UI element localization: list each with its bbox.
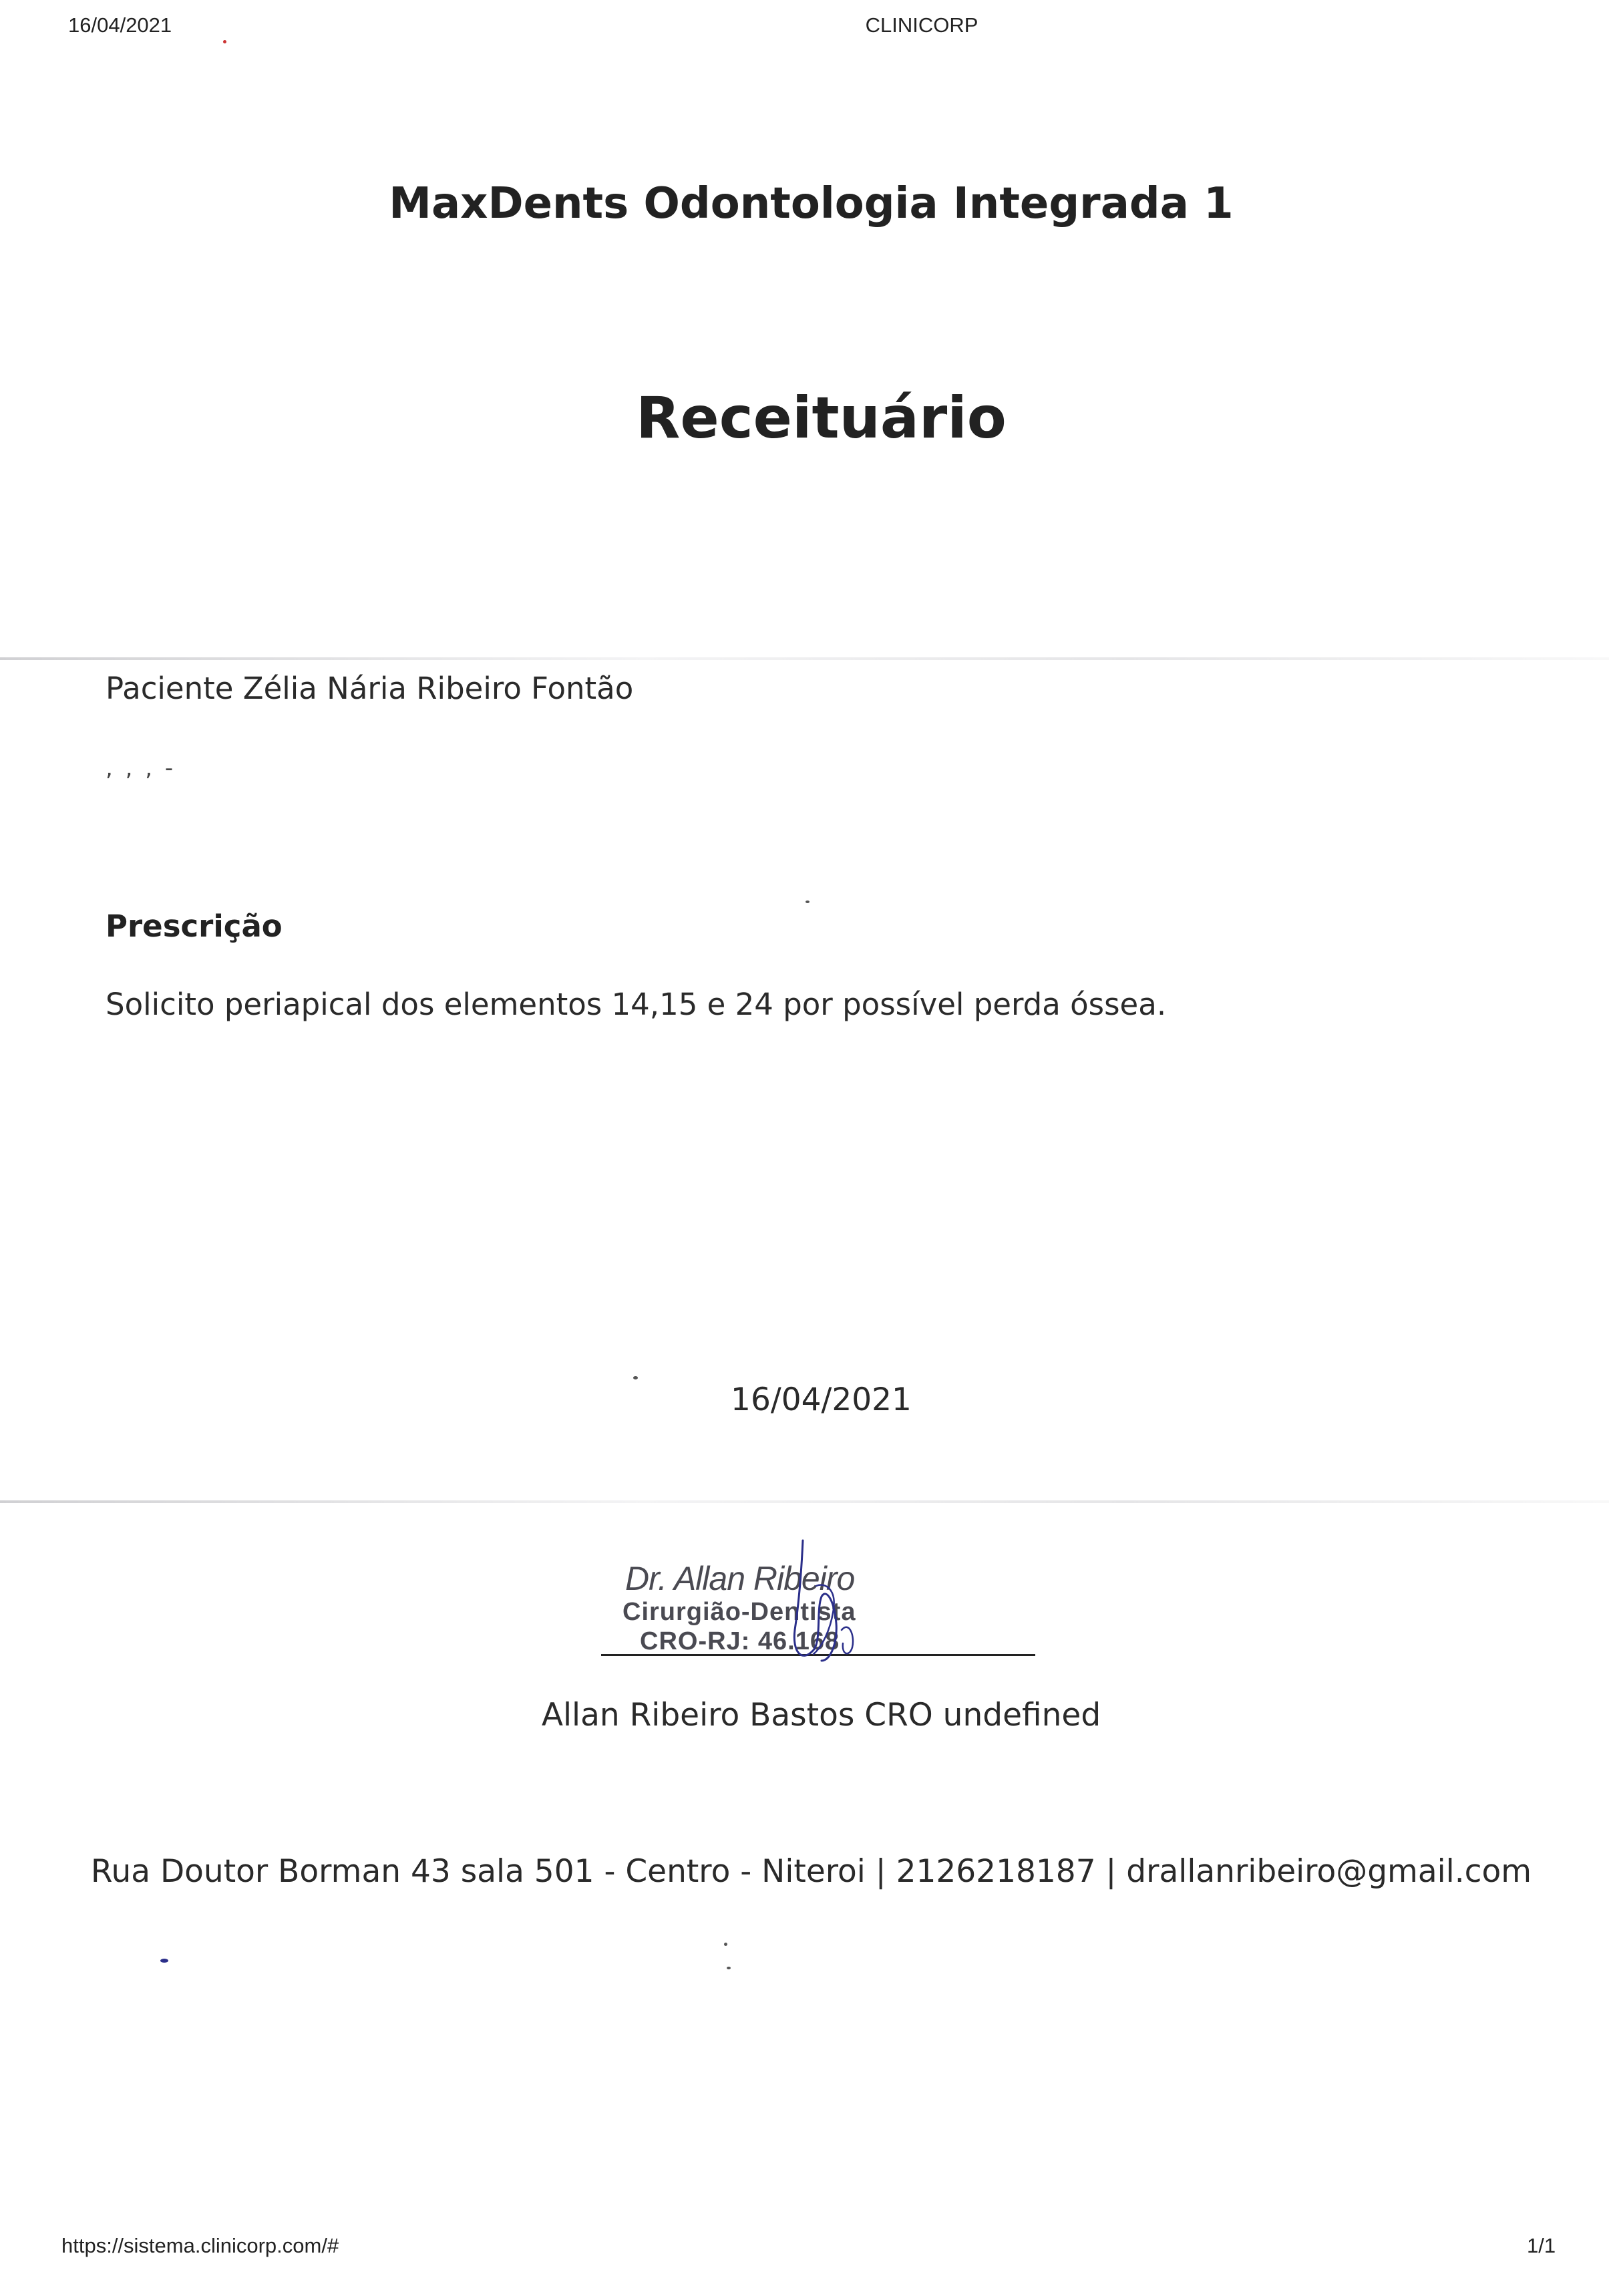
- clinic-name: MaxDents Odontologia Integrada 1: [389, 179, 1234, 228]
- scan-speck: [160, 1959, 168, 1963]
- scan-fold-line: [0, 657, 1609, 660]
- scan-speck: [727, 1967, 731, 1969]
- print-header-app-name: CLINICORP: [865, 13, 978, 37]
- scan-speck: [724, 1943, 727, 1946]
- stamp-registry: CRO-RJ: 46.168: [640, 1627, 840, 1655]
- stamp-role: Cirurgião-Dentista: [622, 1598, 856, 1626]
- scan-speck: [633, 1376, 638, 1379]
- handwritten-signature: [601, 1530, 1055, 1677]
- print-footer-page-number: 1/1: [1527, 2234, 1556, 2257]
- prescription-heading: Prescrição: [106, 909, 283, 944]
- doctor-signature-name: Allan Ribeiro Bastos CRO undefined: [541, 1697, 1101, 1734]
- issue-date: 16/04/2021: [731, 1381, 912, 1418]
- patient-details-placeholder: , , , -: [106, 755, 176, 782]
- clinic-address-line: Rua Doutor Borman 43 sala 501 - Centro - Niteroi | 2126218187 | drallanribeiro@gmail.com: [90, 1853, 1532, 1890]
- patient-line: Paciente Zélia Nária Ribeiro Fontão: [106, 671, 634, 706]
- scan-speck: [806, 900, 810, 903]
- print-footer-url: https://sistema.clinicorp.com/#: [61, 2234, 339, 2257]
- doctor-stamp: [601, 1530, 1055, 1677]
- print-header-date: 16/04/2021: [68, 13, 172, 37]
- prescription-text: Solicito periapical dos elementos 14,15 e 24 por possível perda óssea.: [106, 987, 1167, 1022]
- scan-fold-line: [0, 1500, 1609, 1503]
- document-title: Receituário: [636, 385, 1007, 452]
- scan-speck: [223, 40, 226, 43]
- stamp-doctor-name: Dr. Allan Ribeiro: [625, 1560, 855, 1597]
